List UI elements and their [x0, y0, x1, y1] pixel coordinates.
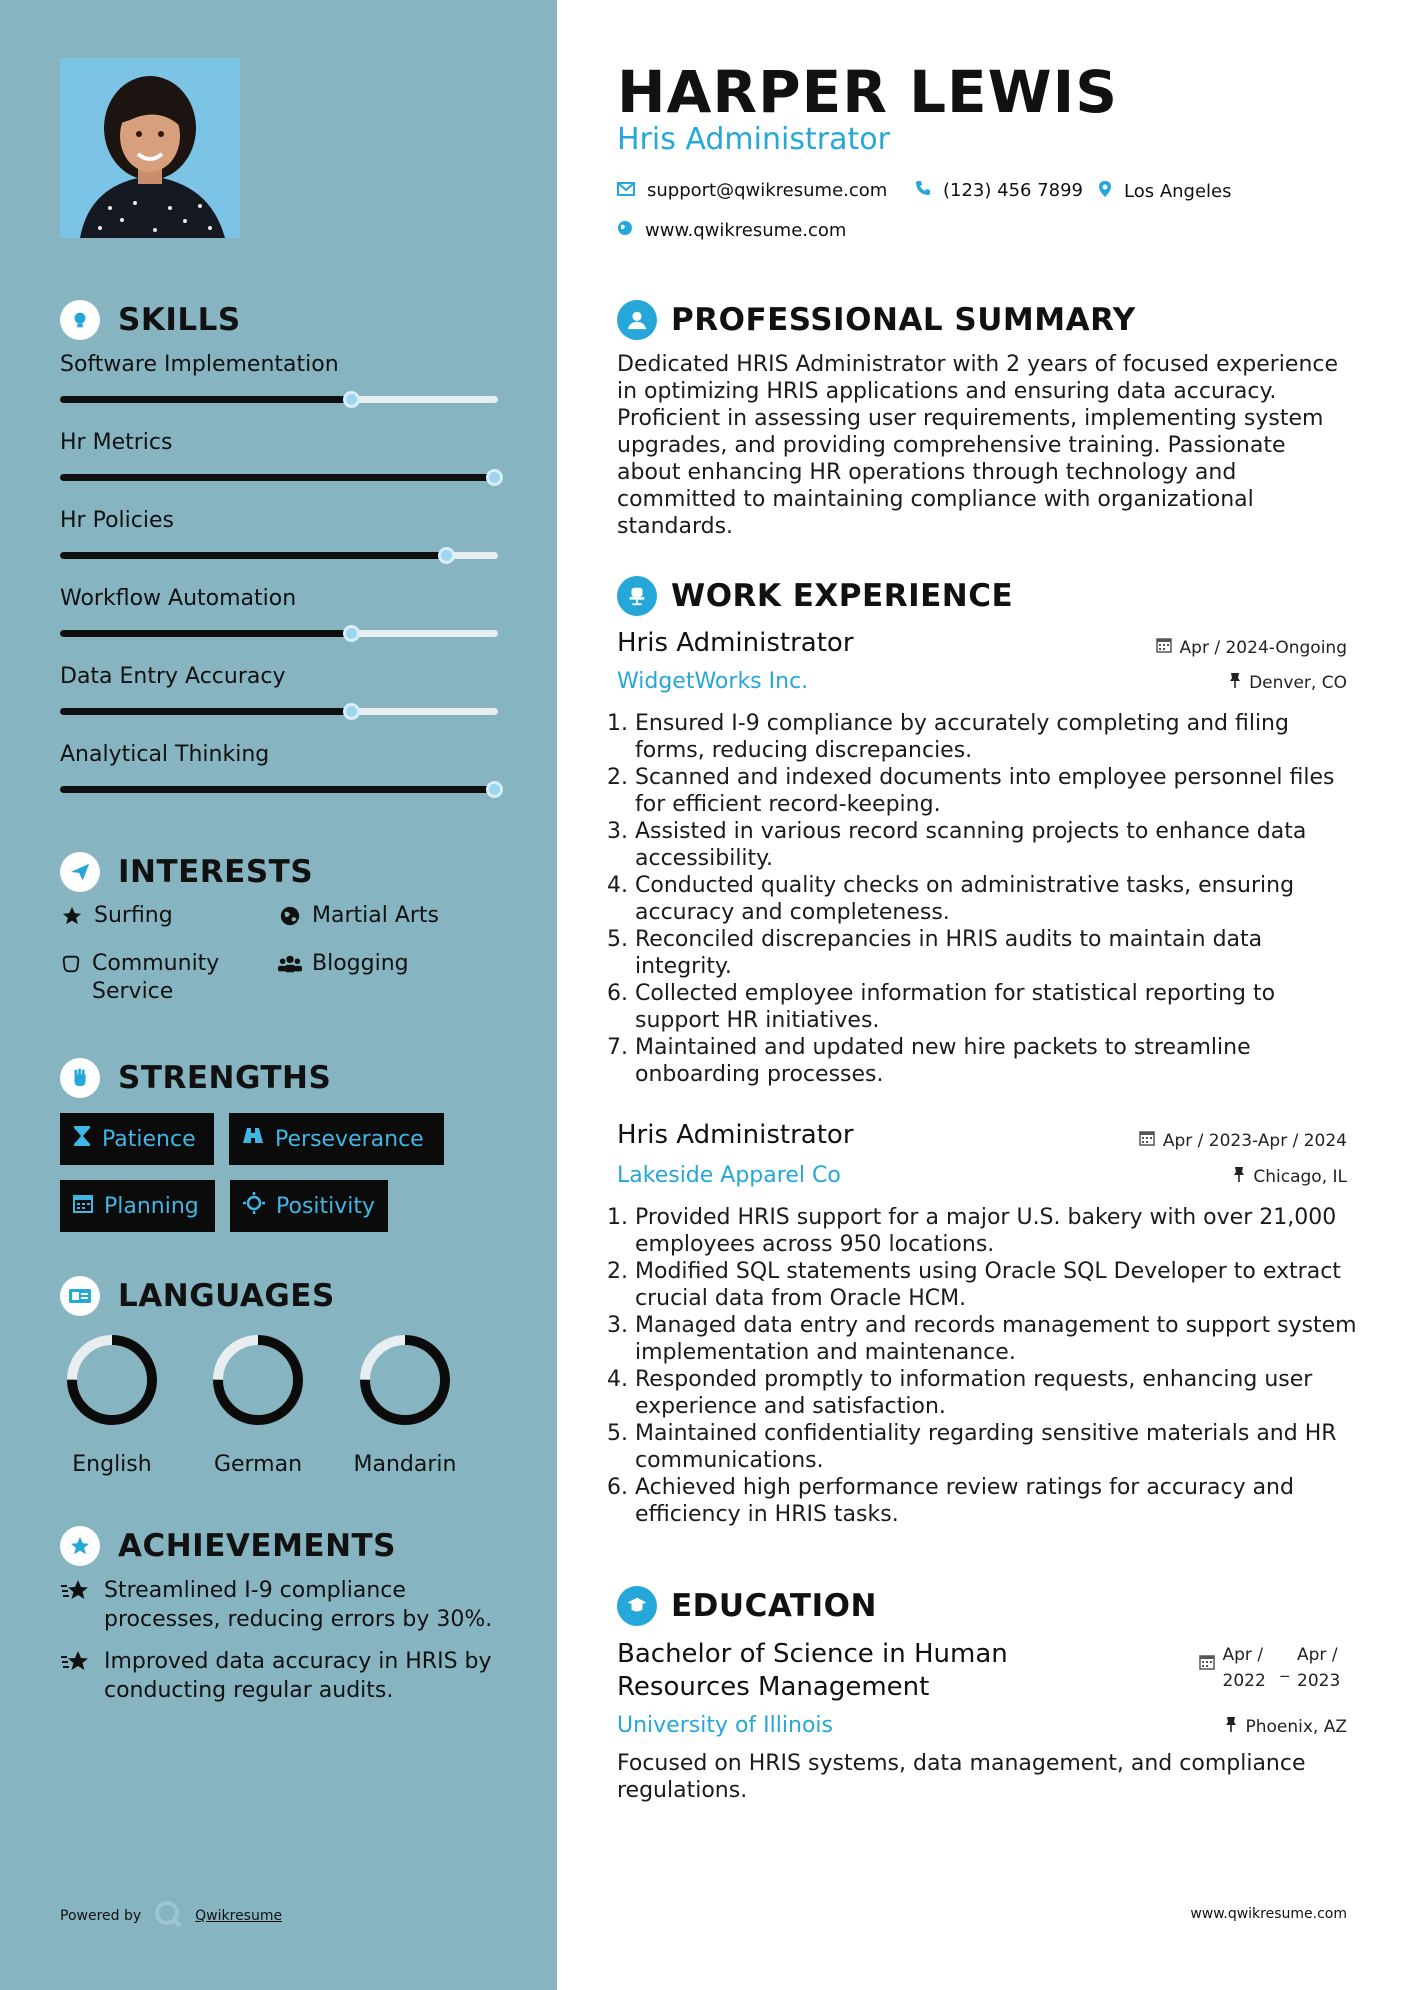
interest-label: Blogging	[312, 951, 409, 976]
skill-item	[60, 664, 498, 715]
location-text: Phoenix, AZ	[1245, 1716, 1347, 1737]
pushpin-icon	[1229, 672, 1241, 693]
calendar-icon	[1139, 1130, 1155, 1151]
achievement-text: Streamlined I-9 compliance processes, reducing errors by 30%.	[104, 1578, 493, 1632]
location-text: Chicago, IL	[1253, 1166, 1347, 1187]
language-ring	[62, 1330, 162, 1430]
skill-item	[60, 508, 498, 559]
interest-label: Martial Arts	[312, 903, 440, 928]
strength-tag	[229, 1113, 444, 1165]
star-badge-icon	[60, 1526, 100, 1566]
language-ring	[355, 1330, 455, 1430]
skill-label: Hr Policies	[60, 508, 174, 533]
powered-by-label: Powered by	[60, 1908, 142, 1924]
job-bullet: Assisted in various record scanning projects to enhance data accessibility.	[635, 819, 1307, 871]
skill-bar-fill	[60, 708, 351, 715]
language-card-icon	[60, 1276, 100, 1316]
achievement-item	[60, 1576, 500, 1634]
envelope-icon	[617, 180, 635, 201]
languages-title: LANGUAGES	[118, 1278, 335, 1314]
contact-website[interactable]	[617, 220, 846, 241]
job-bullet: Achieved high performance review ratings for accuracy and efficiency in HRIS tasks.	[635, 1475, 1294, 1527]
education-heading	[617, 1586, 877, 1626]
education-text: Focused on HRIS systems, data management, and compliance regulations.	[617, 1751, 1306, 1803]
paper-plane-icon	[60, 852, 100, 892]
footer-url[interactable]: www.qwikresume.com	[1190, 1906, 1347, 1922]
education-location	[1225, 1716, 1347, 1737]
job-bullet: Maintained and updated new hire packets to streamline onboarding processes.	[635, 1035, 1251, 1087]
skill-bar-knob	[343, 625, 360, 642]
skill-bar-fill	[60, 396, 351, 403]
degree-title: Bachelor of Science in Human Resources Management	[617, 1639, 1008, 1702]
lightbulb-icon	[60, 300, 100, 340]
job-dates	[1156, 637, 1347, 658]
dates-text: Apr / 2024-Ongoing	[1179, 637, 1347, 658]
pushpin-icon	[1233, 1166, 1245, 1187]
achievement-item	[60, 1647, 500, 1705]
candidate-name: HARPER LEWIS	[617, 58, 1118, 126]
skill-bar	[60, 786, 498, 793]
strength-tag	[60, 1113, 214, 1165]
job-bullet: Provided HRIS support for a major U.S. bakery with over 21,000 employees across 950 locations.	[635, 1205, 1337, 1257]
experience-heading	[617, 576, 1013, 616]
skill-item	[60, 352, 498, 403]
job-dates	[1139, 1130, 1347, 1151]
experience-title: WORK EXPERIENCE	[671, 578, 1014, 614]
skill-label: Data Entry Accuracy	[60, 664, 286, 689]
skill-item	[60, 430, 498, 481]
date-start: Apr / 2022	[1222, 1645, 1266, 1691]
job-bullets	[607, 1204, 1357, 1528]
achievement-text: Improved data accuracy in HRIS by conducting regular audits.	[104, 1649, 492, 1703]
job-bullet: Responded promptly to information requests, enhancing user experience and satisfaction.	[635, 1367, 1313, 1419]
email-text: support@qwikresume.com	[647, 180, 888, 201]
job-bullet: Ensured I-9 compliance by accurately completing and filing forms, reducing discrepancies.	[635, 711, 1289, 763]
star-icon	[60, 902, 84, 930]
trophy-star-icon	[60, 1576, 92, 1634]
language-item	[57, 1330, 167, 1477]
skill-bar	[60, 708, 498, 715]
graduate-icon	[617, 1586, 657, 1626]
interest-item	[278, 902, 439, 930]
skill-bar-fill	[60, 786, 494, 793]
job-bullet: Managed data entry and records management to support system implementation and maintenance.	[635, 1313, 1357, 1365]
strength-label: Planning	[104, 1193, 199, 1219]
skills-heading	[60, 300, 241, 340]
skill-label: Analytical Thinking	[60, 742, 270, 767]
chair-icon	[617, 576, 657, 616]
contact-location	[1098, 180, 1232, 203]
education-dates	[1199, 1642, 1348, 1694]
skill-bar-knob	[486, 469, 503, 486]
interest-label: Surfing	[94, 903, 173, 928]
phone-icon	[915, 180, 931, 201]
interest-label: Community Service	[92, 951, 220, 1004]
calendar-icon	[1156, 637, 1172, 658]
date-separator: _	[1280, 1658, 1289, 1678]
phone-text: (123) 456 7899	[943, 180, 1084, 201]
location-text: Denver, CO	[1249, 672, 1347, 693]
skill-bar-knob	[486, 781, 503, 798]
job-title: Hris Administrator	[617, 1120, 854, 1150]
calendar-icon	[72, 1192, 94, 1220]
skills-title: SKILLS	[118, 302, 241, 338]
job-bullet: Scanned and indexed documents into employee personnel files for efficient record-keeping.	[635, 765, 1335, 817]
job-bullet: Collected employee information for statistical reporting to support HR initiatives.	[635, 981, 1276, 1033]
language-label: Mandarin	[353, 1452, 457, 1477]
job-bullet: Reconciled discrepancies in HRIS audits to maintain data integrity.	[635, 927, 1263, 979]
job-bullets	[607, 710, 1357, 1088]
job-title: Hris Administrator	[617, 628, 854, 658]
strength-tag	[230, 1180, 388, 1232]
skill-item	[60, 586, 498, 637]
school-name: University of Illinois	[617, 1713, 833, 1738]
skill-label: Hr Metrics	[60, 430, 173, 455]
job-bullet: Maintained confidentiality regarding sensitive materials and HR communications.	[635, 1421, 1337, 1473]
strength-label: Positivity	[276, 1193, 376, 1219]
strengths-title: STRENGTHS	[118, 1060, 332, 1096]
interest-item	[60, 902, 173, 930]
job-bullet: Modified SQL statements using Oracle SQL Developer to extract crucial data from Oracle HCM.	[635, 1259, 1341, 1311]
user-icon	[617, 300, 657, 340]
date-end: Apr / 2023	[1297, 1645, 1341, 1691]
language-item	[203, 1330, 313, 1477]
skill-item	[60, 742, 498, 793]
globe-icon	[617, 220, 633, 241]
calendar-icon	[1199, 1654, 1215, 1675]
contact-email[interactable]	[617, 180, 887, 201]
pushpin-icon	[1225, 1716, 1237, 1737]
company-name: Lakeside Apparel Co	[617, 1163, 841, 1188]
interests-title: INTERESTS	[118, 854, 314, 890]
strength-label: Perseverance	[275, 1126, 424, 1152]
interest-item	[60, 950, 250, 1006]
profile-photo	[60, 58, 240, 238]
globe-icon	[278, 902, 302, 930]
candidate-role: Hris Administrator	[617, 122, 890, 157]
skill-bar-knob	[343, 703, 360, 720]
hand-icon	[60, 950, 82, 978]
achievements-title: ACHIEVEMENTS	[118, 1528, 397, 1564]
summary-heading	[617, 300, 1136, 340]
job-location	[1233, 1166, 1347, 1187]
trophy-star-icon	[60, 1647, 92, 1705]
skill-bar	[60, 474, 498, 481]
education-title: EDUCATION	[671, 1588, 877, 1624]
powered-by	[60, 1900, 282, 1932]
summary-title: PROFESSIONAL SUMMARY	[671, 302, 1136, 338]
dates-text: Apr / 2023-Apr / 2024	[1162, 1130, 1347, 1151]
hourglass-icon	[72, 1125, 92, 1153]
qwikresume-logo-icon	[153, 1900, 183, 1932]
skill-bar	[60, 630, 498, 637]
strength-label: Patience	[102, 1126, 196, 1152]
interest-item	[278, 950, 409, 978]
language-label: German	[213, 1452, 303, 1477]
languages-heading	[60, 1276, 335, 1316]
map-pin-icon	[1098, 180, 1112, 203]
skill-label: Software Implementation	[60, 352, 339, 377]
job-bullet: Conducted quality checks on administrative tasks, ensuring accuracy and completeness.	[635, 873, 1295, 925]
users-icon	[278, 950, 302, 978]
skill-bar-fill	[60, 474, 494, 481]
fist-icon	[60, 1058, 100, 1098]
skill-bar	[60, 396, 498, 403]
qwikresume-link[interactable]: Qwikresume	[195, 1908, 283, 1924]
strength-tag	[60, 1180, 215, 1232]
achievements-heading	[60, 1526, 396, 1566]
skill-bar-fill	[60, 552, 446, 559]
binoculars-icon	[241, 1125, 265, 1153]
language-ring	[208, 1330, 308, 1430]
interests-heading	[60, 852, 313, 892]
job-location	[1229, 672, 1347, 693]
sun-icon	[242, 1191, 266, 1221]
skill-label: Workflow Automation	[60, 586, 297, 611]
language-label: English	[72, 1452, 152, 1477]
language-item	[350, 1330, 460, 1477]
skill-bar	[60, 552, 498, 559]
company-name: WidgetWorks Inc.	[617, 669, 809, 694]
skill-bar-fill	[60, 630, 351, 637]
website-text: www.qwikresume.com	[645, 220, 847, 241]
contact-phone[interactable]	[915, 180, 1083, 201]
skill-bar-knob	[343, 391, 360, 408]
summary-text: Dedicated HRIS Administrator with 2 years of focused experience in optimizing HRIS applications and ensuring data accuracy. Proficient in assessing user requirements, implementing system upgrades, and providing comprehensive training. Passionate about enhancing HR operations through technology and committed to maintaining compliance with organizational standards.	[617, 352, 1339, 539]
location-text: Los Angeles	[1124, 181, 1232, 202]
strengths-heading	[60, 1058, 331, 1098]
